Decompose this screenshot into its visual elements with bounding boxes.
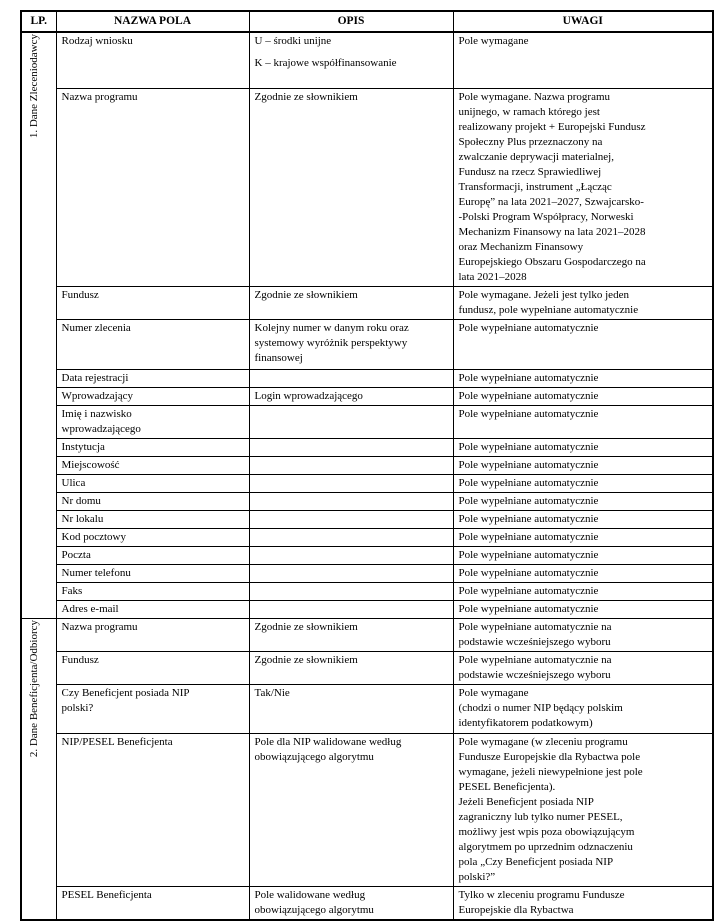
- table-row: [21, 582, 713, 600]
- cell-opis: Tak/Nie: [249, 684, 453, 733]
- cell-opis: [249, 600, 453, 618]
- group-1-vertical-label: 1. Dane Zleceniodawcy: [28, 34, 40, 139]
- table-row: [21, 438, 713, 456]
- cell-opis: Zgodnie ze słownikiem: [249, 651, 453, 684]
- table-row: [21, 387, 713, 405]
- cell-uwagi: Pole wypełniane automatycznie: [453, 405, 713, 438]
- cell-uwagi: Pole wypełniane automatycznie: [453, 510, 713, 528]
- cell-nazwa-pola: Adres e-mail: [56, 600, 249, 618]
- table-row: [21, 88, 713, 286]
- table-row: [21, 405, 713, 438]
- cell-uwagi: Pole wypełniane automatycznie: [453, 564, 713, 582]
- table-row: [21, 32, 713, 88]
- cell-nazwa-pola: Fundusz: [56, 286, 249, 319]
- cell-uwagi: Pole wypełniane automatycznie na podstawie wcześniejszego wyboru: [453, 618, 713, 651]
- field-spec-table: [20, 10, 714, 921]
- cell-opis: [249, 546, 453, 564]
- table-row: [21, 319, 713, 369]
- cell-nazwa-pola: Rodzaj wniosku: [56, 32, 249, 88]
- cell-nazwa-pola: Imię i nazwisko wprowadzającego: [56, 405, 249, 438]
- table-body: [21, 32, 713, 920]
- table-header: [21, 11, 713, 32]
- cell-nazwa-pola: Ulica: [56, 474, 249, 492]
- cell-nazwa-pola: PESEL Beneficjenta: [56, 886, 249, 920]
- cell-opis: Zgodnie ze słownikiem: [249, 286, 453, 319]
- cell-uwagi: Pole wypełniane automatycznie: [453, 369, 713, 387]
- cell-uwagi: Pole wymagane (w zleceniu programu Fundusze Europejskie dla Rybactwa pole wymagane, jeżeli niewypełnione jest pole PESEL Beneficjenta). Jeżeli Beneficjent posiada NIP zagraniczny lub tylko numer PESEL, możliwy jest wpis poza obowiązującym algorytmem po uprzednim odznaczeniu pola „Czy Beneficjent posiada NIP polski?”: [453, 733, 713, 886]
- cell-uwagi: Pole wymagane. Jeżeli jest tylko jeden fundusz, pole wypełniane automatycznie: [453, 286, 713, 319]
- cell-opis: [249, 510, 453, 528]
- cell-uwagi: Pole wypełniane automatycznie: [453, 582, 713, 600]
- table-row: [21, 600, 713, 618]
- cell-opis: [249, 405, 453, 438]
- header-row: [21, 11, 713, 32]
- cell-opis: Zgodnie ze słownikiem: [249, 618, 453, 651]
- cell-uwagi: Pole wypełniane automatycznie: [453, 456, 713, 474]
- cell-opis: Zgodnie ze słownikiem: [249, 88, 453, 286]
- column-header-opis: OPIS: [249, 11, 453, 32]
- cell-opis: Login wprowadzającego: [249, 387, 453, 405]
- cell-opis: [249, 564, 453, 582]
- table-row: [21, 684, 713, 733]
- cell-opis: Pole walidowane według obowiązującego algorytmu: [249, 886, 453, 920]
- table-row: [21, 564, 713, 582]
- cell-uwagi: Pole wypełniane automatycznie: [453, 474, 713, 492]
- cell-nazwa-pola: Wprowadzający: [56, 387, 249, 405]
- cell-uwagi: Pole wymagane: [453, 32, 713, 88]
- cell-uwagi: Pole wypełniane automatycznie: [453, 546, 713, 564]
- cell-uwagi: Pole wypełniane automatycznie: [453, 600, 713, 618]
- column-header-nazwa-pola: NAZWA POLA: [56, 11, 249, 32]
- table-row: [21, 733, 713, 886]
- table-row: [21, 510, 713, 528]
- cell-opis: Kolejny numer w danym roku oraz systemowy wyróżnik perspektywy finansowej: [249, 319, 453, 369]
- cell-nazwa-pola: Nazwa programu: [56, 88, 249, 286]
- cell-uwagi: Pole wypełniane automatycznie na podstawie wcześniejszego wyboru: [453, 651, 713, 684]
- table-row: [21, 886, 713, 920]
- table-row: [21, 474, 713, 492]
- group-label-dane-beneficjenta-odbiorcy: [21, 618, 56, 920]
- cell-nazwa-pola: Nr domu: [56, 492, 249, 510]
- cell-nazwa-pola: Numer telefonu: [56, 564, 249, 582]
- cell-opis: [249, 582, 453, 600]
- table-row: [21, 492, 713, 510]
- cell-opis: [249, 438, 453, 456]
- cell-nazwa-pola: Data rejestracji: [56, 369, 249, 387]
- cell-uwagi: Tylko w zleceniu programu Fundusze Europejskie dla Rybactwa: [453, 886, 713, 920]
- cell-uwagi: Pole wypełniane automatycznie: [453, 528, 713, 546]
- cell-uwagi: Pole wypełniane automatycznie: [453, 438, 713, 456]
- table-row: [21, 618, 713, 651]
- cell-uwagi: Pole wymagane (chodzi o numer NIP będący polskim identyfikatorem podatkowym): [453, 684, 713, 733]
- cell-opis: Pole dla NIP walidowane według obowiązującego algorytmu: [249, 733, 453, 886]
- cell-opis: [249, 474, 453, 492]
- table-row: [21, 528, 713, 546]
- cell-uwagi: Pole wymagane. Nazwa programu unijnego, w ramach którego jest realizowany projekt + Europejski Fundusz Społeczny Plus przeznaczony na zwalczanie deprywacji materialnej, Fundusz na rzecz Sprawiedliwej Transformacji, instrument „Łącząc Europę” na lata 2021–2027, Szwajcarsko- -Polski Program Współpracy, Norweski Mechanizm Finansowy na lata 2021–2028 oraz Mechanizm Finansowy Europejskiego Obszaru Gospodarczego na lata 2021–2028: [453, 88, 713, 286]
- cell-uwagi: Pole wypełniane automatycznie: [453, 319, 713, 369]
- cell-nazwa-pola: Nr lokalu: [56, 510, 249, 528]
- cell-uwagi: Pole wypełniane automatycznie: [453, 492, 713, 510]
- cell-nazwa-pola: Nazwa programu: [56, 618, 249, 651]
- cell-nazwa-pola: Faks: [56, 582, 249, 600]
- table-row: [21, 546, 713, 564]
- table-row: [21, 286, 713, 319]
- cell-nazwa-pola: Poczta: [56, 546, 249, 564]
- group-2-vertical-label: 2. Dane Beneficjenta/Odbiorcy: [28, 619, 40, 757]
- cell-nazwa-pola: Instytucja: [56, 438, 249, 456]
- cell-nazwa-pola: Numer zlecenia: [56, 319, 249, 369]
- cell-opis: [249, 528, 453, 546]
- cell-opis: U – środki unijne K – krajowe współfinansowanie: [249, 32, 453, 88]
- cell-opis: [249, 492, 453, 510]
- table-row: [21, 456, 713, 474]
- cell-nazwa-pola: NIP/PESEL Beneficjenta: [56, 733, 249, 886]
- cell-uwagi: Pole wypełniane automatycznie: [453, 387, 713, 405]
- cell-nazwa-pola: Miejscowość: [56, 456, 249, 474]
- column-header-uwagi: UWAGI: [453, 11, 713, 32]
- column-header-lp: LP.: [21, 11, 56, 32]
- cell-nazwa-pola: Czy Beneficjent posiada NIP polski?: [56, 684, 249, 733]
- group-label-dane-zleceniodawcy: [21, 32, 56, 618]
- table-row: [21, 651, 713, 684]
- cell-nazwa-pola: Kod pocztowy: [56, 528, 249, 546]
- table-row: [21, 369, 713, 387]
- cell-nazwa-pola: Fundusz: [56, 651, 249, 684]
- cell-opis: [249, 456, 453, 474]
- cell-opis: [249, 369, 453, 387]
